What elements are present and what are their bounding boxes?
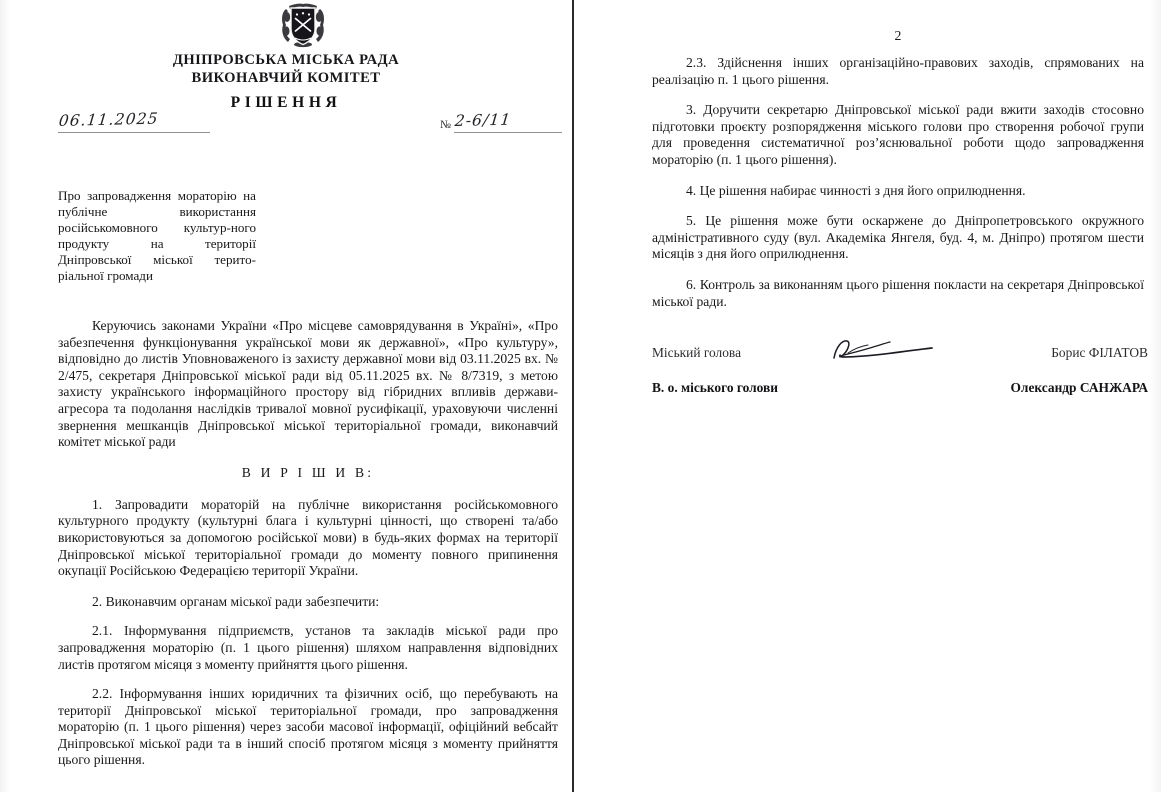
signature-block: [652, 345, 1148, 396]
document-date-value: 06.11.2025: [58, 109, 160, 130]
signature-row-mayor: [652, 345, 1148, 361]
organization-name-line-1: ДНІПРОВСЬКА МІСЬКА РАДА: [172, 52, 400, 68]
number-sign-symbol: №: [440, 119, 451, 131]
document-date-field: [58, 109, 210, 133]
acting-mayor-role-label: В. о. міського голови: [652, 380, 778, 395]
mayor-role-label: Міський голова: [652, 345, 742, 360]
scan-edge-shadow-left: [0, 0, 10, 792]
document-header: [0, 52, 572, 112]
clause-1: 1. Запровадити мораторій на публічне використання російськомовного культурного продукту (культурні блага і культурні цінності, що створені та/або використовуються за допомогою російської мови) в будь-яких формах на території Дніпровської міської територіальної громади до моменту повного припинення окупації Російською Федерацією території України.: [58, 496, 558, 579]
signature-row-acting-mayor: [652, 380, 1148, 396]
document-number-field: [440, 112, 562, 133]
document-subject: Про запровадження мораторію на публічне використання російськомовного культур-ного продукту на території Дніпровської міської терито-ріальної громади: [58, 188, 256, 283]
clause-2-3: 2.3. Здійснення інших організаційно-правових заходів, спрямованих на реалізацію п. 1 цього рішення.: [652, 55, 1144, 87]
date-rule: [58, 132, 210, 133]
document-number-value: 2-6/11: [453, 110, 513, 130]
clause-3: 3. Доручити секретарю Дніпровської міської ради вжити заходів стосовно підготовки проєкту розпорядження міського голови про створення робочої групи для проведення систематичної роз’яснювальної роботи щодо запровадження мораторію (п. 1 цього рішення).: [652, 102, 1144, 167]
number-rule: [454, 132, 562, 133]
page-number: 2: [894, 28, 902, 43]
document-page-1: [0, 0, 572, 792]
organization-name-line-2: ВИКОНАВЧИЙ КОМІТЕТ: [191, 69, 381, 86]
clause-2-2: 2.2. Інформування інших юридичних та фізичних осіб, що перебувають на території Дніпровської міської територіальної громади, про запровадження мораторію (п. 1 цього рішення) через засоби масової інформації, офіційний вебсайт Дніпровської міської ради та в інший спосіб протягом місяця з моменту прийняття цього рішення.: [58, 686, 558, 768]
clause-5: 5. Це рішення може бути оскаржене до Дніпропетровського окружного адміністративного суду (вул. Академіка Янгеля, буд. 4, м. Дніпро) протягом шести місяців з дня його оприлюднення.: [652, 213, 1144, 262]
page-2-body: [652, 55, 1144, 324]
page-1-body: [58, 318, 558, 782]
acting-mayor-name-label: Олександр САНЖАРА: [1010, 380, 1148, 395]
clause-2: 2. Виконавчим органам міської ради забезпечити:: [92, 593, 380, 609]
preamble-paragraph: Керуючись законами України «Про місцеве самоврядування в Україні», «Про забезпечення функціонування української мови як державної», «Про культуру», відповідно до листів Уповноваженого із захисту державної мови від 03.11.2025 вх. № 2/475, секретаря Дніпровської міської ради від 05.11.2025 вх. № 8/7319, з метою захисту українського інформаційного простору від гібридних впливів держави-агресора та подолання наслідків тривалої мовної русифікації, ураховуючи численні звернення мешканців Дніпровської міської територіальної громади, виконавчий комітет міської ради: [58, 318, 558, 450]
clause-6: 6. Контроль за виконанням цього рішення покласти на секретаря Дніпровської міської ради.: [652, 276, 1144, 309]
dnipro-coat-of-arms-icon: [280, 3, 326, 48]
clause-2-1: 2.1. Інформування підприємств, установ та закладів міської ради про запровадження мораторію (п. 1 цього рішення) шляхом направлення відповідних листів протягом місяця з моменту прийняття цього рішення.: [58, 623, 558, 672]
clause-4: 4. Це рішення набирає чинності з дня його оприлюднення.: [686, 182, 1026, 198]
document-type-heading: РІШЕННЯ: [230, 94, 342, 111]
resolved-heading: В И Р І Ш И В:: [241, 464, 375, 480]
scan-edge-shadow-right: [1149, 0, 1161, 792]
mayor-name-label: Борис ФІЛАТОВ: [1051, 345, 1148, 360]
